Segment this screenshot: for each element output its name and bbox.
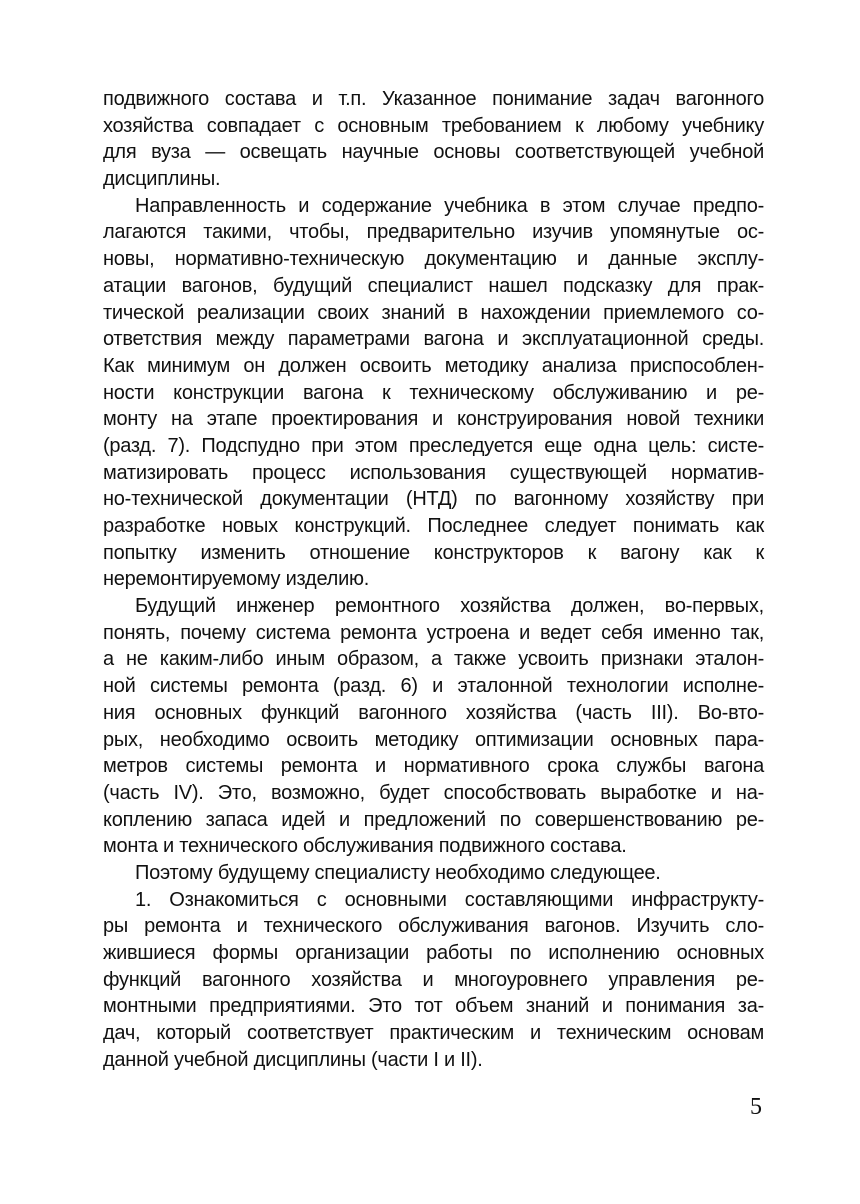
text-line: но-технической документации (НТД) по вагонному хозяйству при [103, 488, 764, 511]
text-line: матизировать процесс использования существующей норматив- [103, 461, 764, 484]
text-line: атации вагонов, будущий специалист нашел подсказку для прак- [103, 274, 764, 297]
text-line: (часть IV). Это, возможно, будет способствовать выработке и на- [103, 781, 764, 804]
page-number: 5 [750, 1094, 762, 1120]
text-line: а не каким-либо иным образом, а также усвоить признаки эталон- [103, 648, 764, 671]
text-line: Будущий инженер ремонтного хозяйства должен, во-первых, [135, 595, 764, 618]
text-line: (разд. 7). Подспудно при этом преследуется еще одна цель: систе- [103, 434, 764, 457]
text-line: монта и технического обслуживания подвижного состава. [103, 835, 627, 858]
text-line: попытку изменить отношение конструкторов к вагону как к [103, 541, 764, 564]
text-line: разработке новых конструкций. Последнее следует понимать как [103, 515, 764, 537]
text-line: монтными предприятиями. Это тот объем знаний и понимания за- [103, 995, 764, 1018]
body-text [103, 86, 764, 1073]
text-line: новы, нормативно-техническую документацию и данные эксплу- [103, 248, 764, 271]
text-line: дисциплины. [103, 168, 221, 191]
text-line: коплению запаса идей и предложений по совершенствованию ре- [103, 808, 764, 831]
text-line: понять, почему система ремонта устроена и ведет себя именно так, [103, 621, 764, 644]
text-line: лагаются такими, чтобы, предварительно изучив упомянутые ос- [103, 221, 764, 244]
text-line: ответствия между параметрами вагона и эксплуатационной среды. [103, 328, 764, 351]
text-line: хозяйства совпадает с основным требованием к любому учебнику [103, 114, 764, 137]
text-line: неремонтируемому изделию. [103, 568, 370, 591]
paragraph [103, 860, 764, 887]
text-line: тической реализации своих знаний в нахождении приемлемого со- [103, 301, 764, 324]
text-line: подвижного состава и т.п. Указанное понимание задач вагонного [103, 88, 764, 110]
text-line: функций вагонного хозяйства и многоуровнего управления ре- [103, 968, 764, 991]
paragraph [103, 887, 764, 1074]
text-line: Как минимум он должен освоить методику анализа приспособлен- [103, 354, 764, 377]
text-line: ной системы ремонта (разд. 6) и эталонной технологии исполне- [103, 675, 764, 698]
text-line: Направленность и содержание учебника в этом случае предпо- [135, 194, 764, 217]
paragraph [103, 86, 764, 193]
text-line: рых, необходимо освоить методику оптимизации основных пара- [103, 728, 764, 751]
text-line: дач, который соответствует практическим и техническим основам [103, 1022, 764, 1045]
text-line: жившиеся формы организации работы по исполнению основных [103, 942, 764, 964]
text-line: для вуза — освещать научные основы соответствующей учебной [103, 141, 764, 164]
text-line: Поэтому будущему специалисту необходимо следующее. [135, 861, 661, 884]
text-line: ния основных функций вагонного хозяйства (часть III). Во-вто- [103, 701, 764, 724]
text-line: ры ремонта и технического обслуживания вагонов. Изучить сло- [103, 915, 764, 938]
paragraph [103, 193, 764, 593]
text-line: метров системы ремонта и нормативного срока службы вагона [103, 755, 764, 778]
paragraph [103, 593, 764, 860]
text-line: 1. Ознакомиться с основными составляющими инфраструкту- [135, 888, 764, 911]
text-line: данной учебной дисциплины (части I и II). [103, 1048, 483, 1071]
text-line: ности конструкции вагона к техническому обслуживанию и ре- [103, 381, 764, 404]
text-line: монту на этапе проектирования и конструирования новой техники [103, 408, 764, 431]
